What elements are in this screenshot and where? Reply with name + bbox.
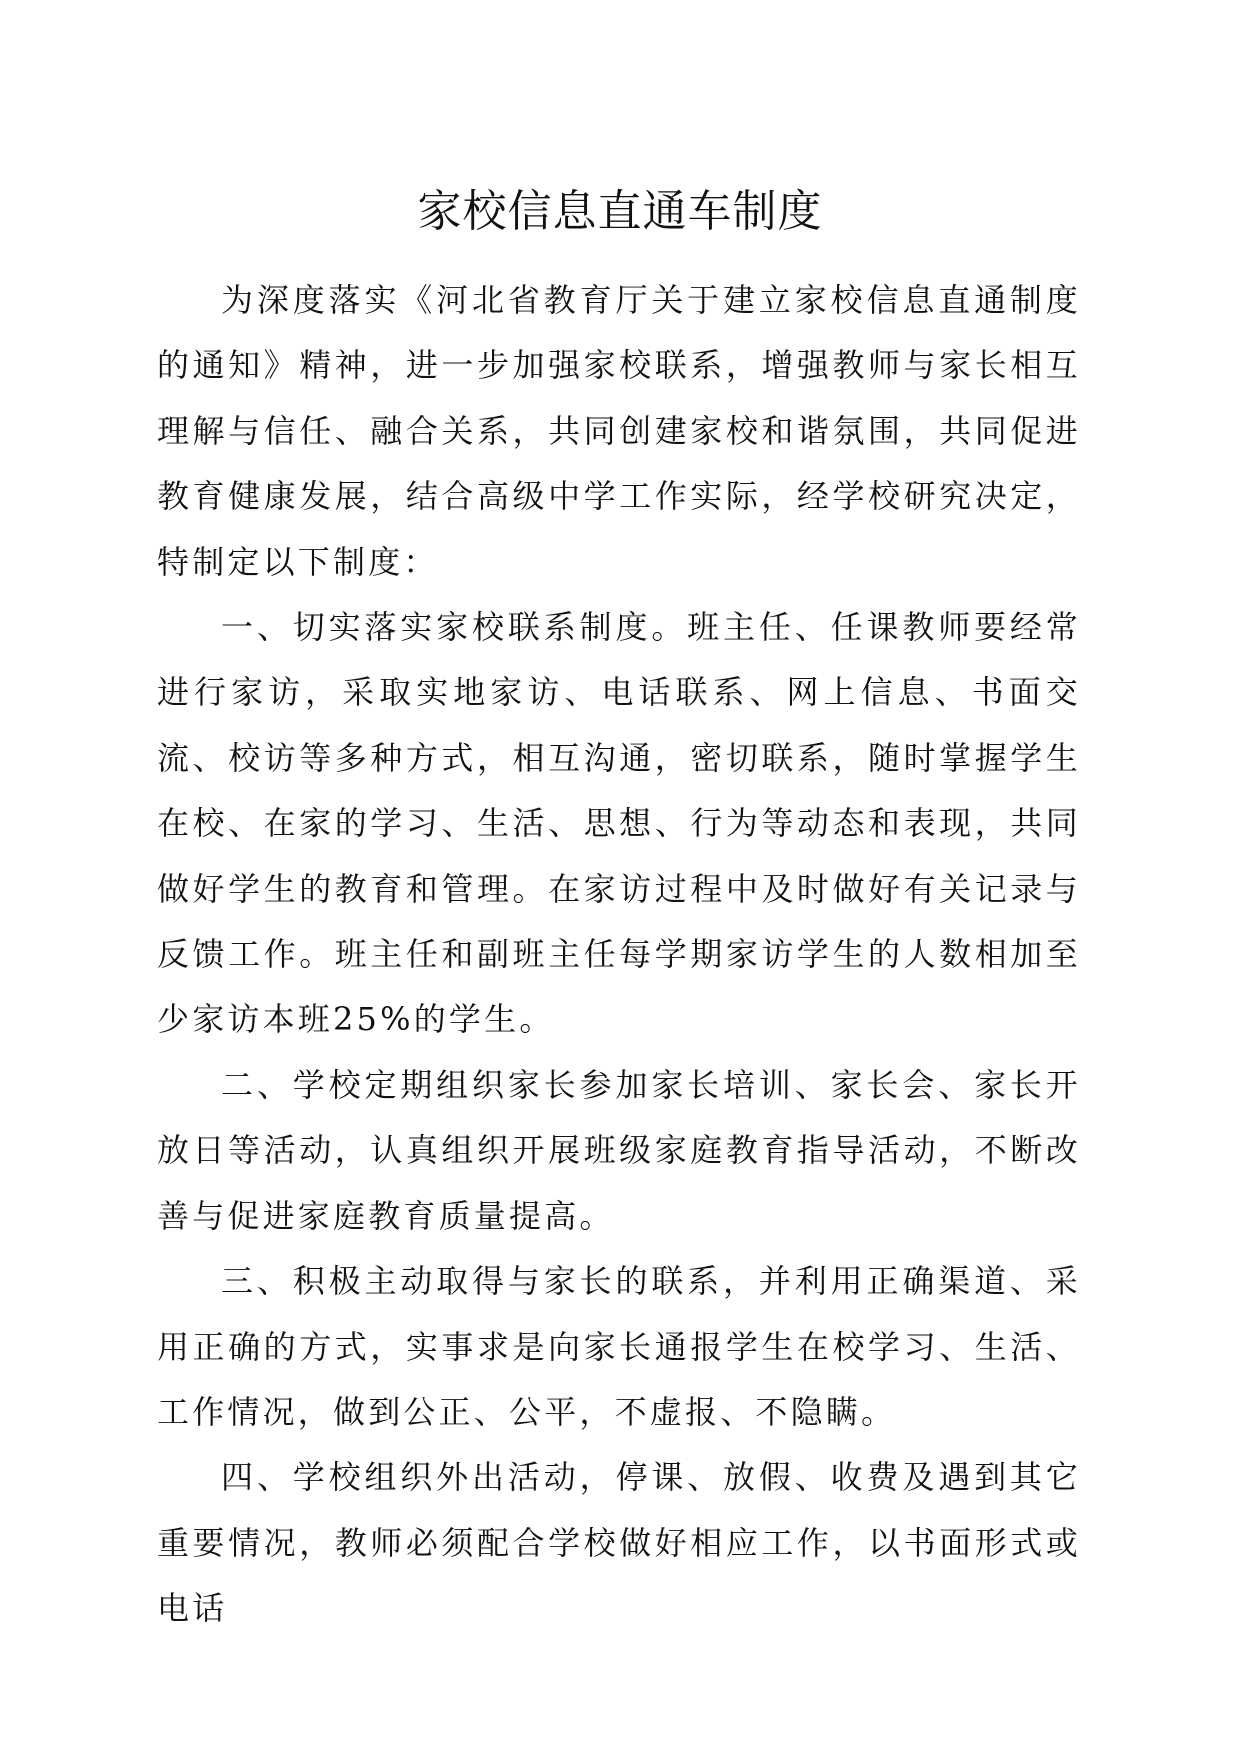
document-body (157, 268, 1081, 1642)
paragraph-item-4: 四、学校组织外出活动，停课、放假、收费及遇到其它重要情况，教师必须配合学校做好相应工作，以书面形式或电话 (157, 1458, 1081, 1628)
paragraph-item-1: 一、切实落实家校联系制度。班主任、任课教师要经常进行家访，采取实地家访、电话联系、网上信息、书面交流、校访等多种方式，相互沟通，密切联系，随时掌握学生在校、在家的学习、生活、思想、行为等动态和表现，共同做好学生的教育和管理。在家访过程中及时做好有关记录与反馈工作。班主任和副班主任每学期家访学生的人数相加至少家访本班25%的学生。 (157, 608, 1081, 1039)
paragraph-item-2: 二、学校定期组织家长参加家长培训、家长会、家长开放日等活动，认真组织开展班级家庭教育指导活动，不断改善与促进家庭教育质量提高。 (157, 1065, 1081, 1235)
paragraph-intro: 为深度落实《河北省教育厅关于建立家校信息直通制度的通知》精神，进一步加强家校联系，增强教师与家长相互理解与信任、融合关系，共同创建家校和谐氛围，共同促进教育健康发展，结合高级中学工作实际，经学校研究决定，特制定以下制度： (157, 281, 1081, 581)
paragraph-item-3: 三、积极主动取得与家长的联系，并利用正确渠道、采用正确的方式，实事求是向家长通报学生在校学习、生活、工作情况，做到公正、公平，不虚报、不隐瞒。 (157, 1262, 1081, 1431)
document-title: 家校信息直通车制度 (417, 186, 823, 237)
